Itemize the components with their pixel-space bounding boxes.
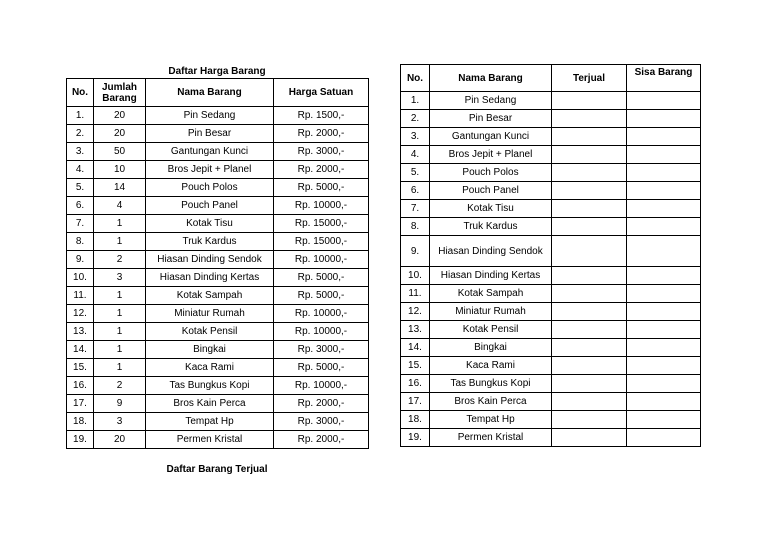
cell-no: 4. [401,146,430,164]
cell-no: 9. [67,251,94,269]
cell-nama-barang: Kaca Rami [146,359,274,377]
cell-no: 5. [67,179,94,197]
cell-harga: Rp. 10000,- [274,197,369,215]
cell-no: 18. [67,413,94,431]
cell-nama-barang: Tas Bungkus Kopi [146,377,274,395]
cell-sisa-barang [627,429,701,447]
header-harga-satuan: Harga Satuan [274,79,369,107]
table-row [67,413,369,431]
cell-no: 17. [67,395,94,413]
cell-jumlah: 3 [94,413,146,431]
cell-jumlah: 10 [94,161,146,179]
cell-harga: Rp. 10000,- [274,251,369,269]
cell-harga: Rp. 1500,- [274,107,369,125]
cell-terjual [552,182,627,200]
cell-jumlah: 20 [94,125,146,143]
cell-nama-barang: Permen Kristal [146,431,274,449]
cell-no: 2. [401,110,430,128]
cell-no: 3. [401,128,430,146]
cell-sisa-barang [627,375,701,393]
cell-no: 16. [67,377,94,395]
cell-no: 3. [67,143,94,161]
cell-nama-barang: Kotak Tisu [146,215,274,233]
table-row [401,393,701,411]
cell-sisa-barang [627,146,701,164]
cell-harga: Rp. 10000,- [274,305,369,323]
cell-nama-barang: Kaca Rami [430,357,552,375]
table-row [401,339,701,357]
cell-jumlah: 2 [94,251,146,269]
cell-sisa-barang [627,236,701,267]
cell-no: 11. [67,287,94,305]
cell-nama-barang: Truk Kardus [430,218,552,236]
cell-sisa-barang [627,393,701,411]
cell-jumlah: 2 [94,377,146,395]
table-row [401,357,701,375]
cell-no: 5. [401,164,430,182]
header-no: No. [401,65,430,92]
cell-jumlah: 1 [94,323,146,341]
cell-no: 4. [67,161,94,179]
header-jumlah-barang: Jumlah Barang [94,79,146,107]
cell-no: 8. [67,233,94,251]
table-row [401,303,701,321]
cell-nama-barang: Pin Besar [430,110,552,128]
cell-no: 11. [401,285,430,303]
cell-terjual [552,200,627,218]
cell-jumlah: 1 [94,215,146,233]
cell-jumlah: 20 [94,431,146,449]
cell-sisa-barang [627,411,701,429]
cell-jumlah: 1 [94,359,146,377]
table-row [401,128,701,146]
cell-jumlah: 1 [94,287,146,305]
table-row [401,236,701,267]
table-row [401,110,701,128]
table-row [401,182,701,200]
table-row [401,164,701,182]
price-list-title: Daftar Harga Barang [168,66,266,77]
cell-sisa-barang [627,339,701,357]
cell-harga: Rp. 5000,- [274,359,369,377]
cell-no: 10. [401,267,430,285]
table-row [401,200,701,218]
cell-harga: Rp. 15000,- [274,233,369,251]
cell-terjual [552,146,627,164]
cell-terjual [552,92,627,110]
cell-nama-barang: Kotak Sampah [430,285,552,303]
table-row [67,143,369,161]
cell-jumlah: 1 [94,341,146,359]
table-row [401,285,701,303]
cell-harga: Rp. 5000,- [274,287,369,305]
cell-no: 7. [401,200,430,218]
cell-nama-barang: Kotak Tisu [430,200,552,218]
cell-terjual [552,411,627,429]
cell-terjual [552,393,627,411]
sold-items-table [400,64,701,447]
cell-harga: Rp. 15000,- [274,215,369,233]
table-row [67,377,369,395]
table-row [401,218,701,236]
table-row [67,305,369,323]
price-list-table [66,78,369,449]
cell-no: 9. [401,236,430,267]
cell-harga: Rp. 2000,- [274,431,369,449]
cell-sisa-barang [627,128,701,146]
cell-nama-barang: Gantungan Kunci [146,143,274,161]
cell-nama-barang: Truk Kardus [146,233,274,251]
cell-no: 12. [67,305,94,323]
cell-nama-barang: Hiasan Dinding Kertas [430,267,552,285]
cell-jumlah: 50 [94,143,146,161]
table-row [67,107,369,125]
cell-nama-barang: Tas Bungkus Kopi [430,375,552,393]
cell-no: 16. [401,375,430,393]
table-row [401,321,701,339]
cell-nama-barang: Pouch Panel [146,197,274,215]
cell-sisa-barang [627,303,701,321]
cell-no: 1. [67,107,94,125]
header-terjual: Terjual [552,65,627,92]
table-row [401,411,701,429]
table-row [67,287,369,305]
cell-harga: Rp. 5000,- [274,179,369,197]
cell-sisa-barang [627,92,701,110]
cell-no: 6. [67,197,94,215]
header-nama-barang: Nama Barang [146,79,274,107]
cell-terjual [552,236,627,267]
cell-sisa-barang [627,164,701,182]
cell-no: 14. [67,341,94,359]
sold-list-title: Daftar Barang Terjual [166,464,268,475]
cell-nama-barang: Kotak Sampah [146,287,274,305]
cell-nama-barang: Bingkai [146,341,274,359]
cell-nama-barang: Hiasan Dinding Sendok [430,236,552,267]
cell-jumlah: 20 [94,107,146,125]
cell-harga: Rp. 10000,- [274,377,369,395]
cell-harga: Rp. 3000,- [274,413,369,431]
cell-no: 1. [401,92,430,110]
cell-nama-barang: Miniatur Rumah [430,303,552,321]
cell-terjual [552,218,627,236]
cell-nama-barang: Pin Sedang [146,107,274,125]
cell-nama-barang: Pouch Polos [146,179,274,197]
table-row [67,323,369,341]
cell-no: 8. [401,218,430,236]
table-row [67,251,369,269]
table-row [401,429,701,447]
table-row [67,125,369,143]
cell-nama-barang: Kotak Pensil [146,323,274,341]
cell-sisa-barang [627,321,701,339]
table-row [401,375,701,393]
cell-nama-barang: Hiasan Dinding Kertas [146,269,274,287]
table-row [67,269,369,287]
cell-sisa-barang [627,200,701,218]
cell-nama-barang: Pouch Polos [430,164,552,182]
cell-no: 13. [401,321,430,339]
cell-no: 12. [401,303,430,321]
table-row [67,197,369,215]
cell-nama-barang: Permen Kristal [430,429,552,447]
table-row [67,161,369,179]
table-row [401,146,701,164]
cell-terjual [552,128,627,146]
cell-terjual [552,339,627,357]
cell-harga: Rp. 2000,- [274,161,369,179]
cell-no: 14. [401,339,430,357]
cell-nama-barang: Pin Besar [146,125,274,143]
cell-terjual [552,357,627,375]
cell-sisa-barang [627,285,701,303]
cell-jumlah: 1 [94,305,146,323]
table-row [67,215,369,233]
cell-no: 7. [67,215,94,233]
cell-jumlah: 1 [94,233,146,251]
cell-no: 17. [401,393,430,411]
cell-jumlah: 4 [94,197,146,215]
cell-nama-barang: Bingkai [430,339,552,357]
cell-no: 19. [67,431,94,449]
table-row [67,179,369,197]
cell-jumlah: 14 [94,179,146,197]
table-row [67,233,369,251]
table-row [67,359,369,377]
cell-terjual [552,303,627,321]
cell-no: 10. [67,269,94,287]
cell-nama-barang: Bros Jepit + Planel [430,146,552,164]
cell-terjual [552,285,627,303]
cell-no: 15. [67,359,94,377]
cell-no: 2. [67,125,94,143]
cell-no: 13. [67,323,94,341]
cell-terjual [552,375,627,393]
table-row [67,341,369,359]
header-no: No. [67,79,94,107]
cell-sisa-barang [627,182,701,200]
table-row [67,431,369,449]
cell-harga: Rp. 2000,- [274,395,369,413]
cell-no: 6. [401,182,430,200]
cell-no: 18. [401,411,430,429]
cell-nama-barang: Pin Sedang [430,92,552,110]
cell-jumlah: 9 [94,395,146,413]
cell-terjual [552,110,627,128]
cell-nama-barang: Bros Kain Perca [146,395,274,413]
table-header-row [401,65,701,92]
table-row [401,267,701,285]
cell-sisa-barang [627,218,701,236]
cell-jumlah: 3 [94,269,146,287]
cell-sisa-barang [627,110,701,128]
cell-terjual [552,267,627,285]
cell-sisa-barang [627,357,701,375]
cell-nama-barang: Pouch Panel [430,182,552,200]
cell-nama-barang: Kotak Pensil [430,321,552,339]
table-row [401,92,701,110]
cell-sisa-barang [627,267,701,285]
cell-harga: Rp. 3000,- [274,341,369,359]
cell-harga: Rp. 2000,- [274,125,369,143]
cell-nama-barang: Bros Jepit + Planel [146,161,274,179]
cell-harga: Rp. 5000,- [274,269,369,287]
cell-no: 19. [401,429,430,447]
cell-nama-barang: Tempat Hp [146,413,274,431]
header-nama-barang: Nama Barang [430,65,552,92]
table-header-row [67,79,369,107]
cell-harga: Rp. 10000,- [274,323,369,341]
cell-terjual [552,429,627,447]
cell-nama-barang: Gantungan Kunci [430,128,552,146]
cell-terjual [552,164,627,182]
header-sisa-barang: Sisa Barang [627,65,701,92]
table-row [67,395,369,413]
cell-nama-barang: Bros Kain Perca [430,393,552,411]
cell-no: 15. [401,357,430,375]
cell-harga: Rp. 3000,- [274,143,369,161]
cell-nama-barang: Miniatur Rumah [146,305,274,323]
cell-nama-barang: Hiasan Dinding Sendok [146,251,274,269]
cell-terjual [552,321,627,339]
cell-nama-barang: Tempat Hp [430,411,552,429]
